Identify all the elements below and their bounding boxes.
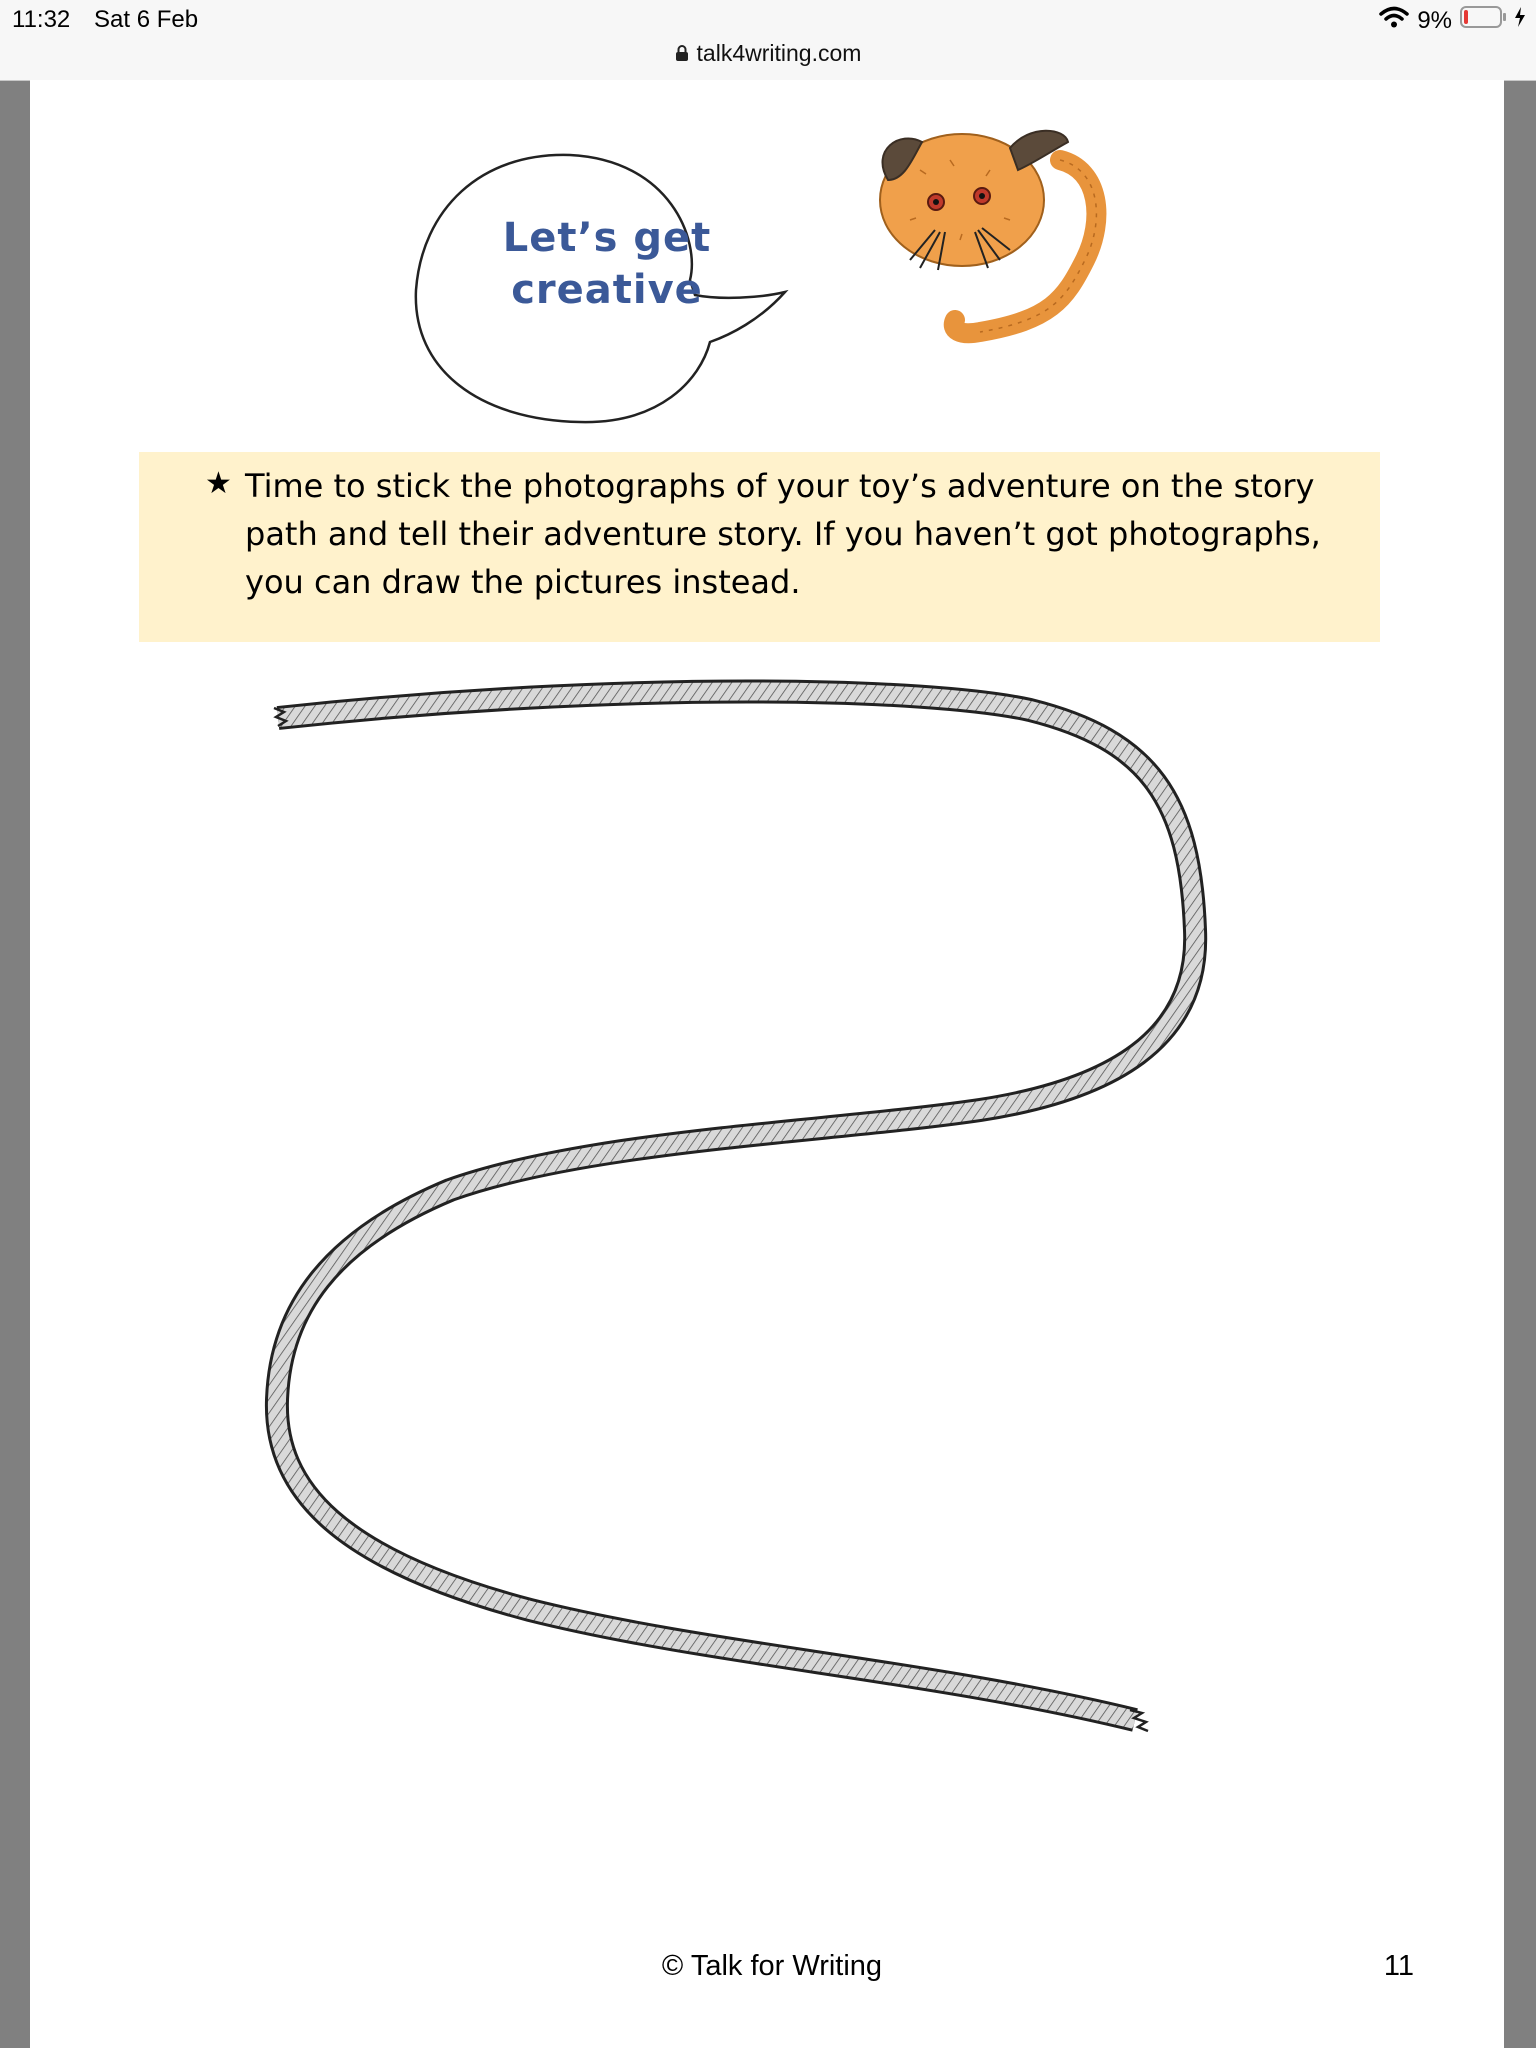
- bullet-star-icon: ★: [205, 466, 232, 501]
- instruction-text: Time to stick the photographs of your toy’s adventure on the story path and tell their adventure story. If you haven’t got photographs, you can draw the pictures instead.: [245, 467, 1321, 601]
- speech-bubble-text: Let’s get creative: [502, 215, 712, 313]
- page-number: 11: [1383, 1950, 1414, 1982]
- battery-icon: [1460, 6, 1506, 35]
- footer-copyright: © Talk for Writing: [661, 1950, 883, 1982]
- url-text[interactable]: talk4writing.com: [696, 40, 862, 66]
- status-date: Sat 6 Feb: [94, 6, 199, 33]
- lock-icon: [675, 41, 689, 68]
- wifi-icon: [1379, 6, 1409, 35]
- status-time: 11:32: [12, 6, 71, 33]
- status-indicators: [1379, 6, 1526, 35]
- battery-percent: 9%: [1417, 6, 1452, 34]
- battery-fill: [1464, 10, 1468, 24]
- status-bar: [0, 0, 1536, 81]
- document-page: [30, 80, 1504, 2048]
- charging-bolt-icon: [1514, 6, 1526, 35]
- story-path-illustration: [30, 80, 1504, 2048]
- address-bar[interactable]: [0, 40, 1536, 68]
